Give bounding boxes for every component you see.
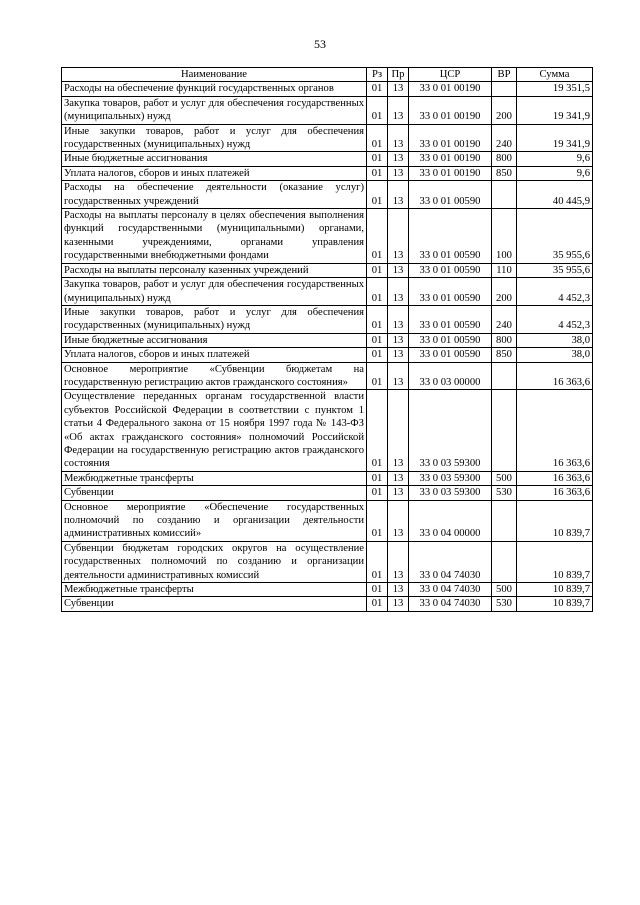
- table-row: [62, 181, 593, 209]
- cell-vr: [492, 362, 517, 390]
- cell-name: Расходы на выплаты персоналу казенных учреждений: [62, 263, 367, 277]
- cell-vr: 200: [492, 278, 517, 306]
- column-header-sum: Сумма: [517, 68, 593, 82]
- cell-sum: 10 839,7: [517, 541, 593, 582]
- cell-sum: 4 452,3: [517, 278, 593, 306]
- cell-rz: 01: [367, 263, 388, 277]
- cell-rz: 01: [367, 152, 388, 166]
- cell-name: Уплата налогов, сборов и иных платежей: [62, 348, 367, 362]
- cell-sum: 16 363,6: [517, 362, 593, 390]
- cell-csr: 33 0 01 00590: [409, 333, 492, 347]
- cell-rz: 01: [367, 583, 388, 597]
- cell-sum: 10 839,7: [517, 597, 593, 611]
- cell-sum: 38,0: [517, 348, 593, 362]
- cell-vr: [492, 390, 517, 471]
- cell-vr: 240: [492, 305, 517, 333]
- table-body: [62, 82, 593, 611]
- cell-pr: 13: [388, 597, 409, 611]
- table-row: [62, 263, 593, 277]
- cell-rz: 01: [367, 541, 388, 582]
- cell-rz: 01: [367, 471, 388, 485]
- column-header-rz: Рз: [367, 68, 388, 82]
- cell-vr: [492, 500, 517, 541]
- cell-sum: 10 839,7: [517, 500, 593, 541]
- cell-pr: 13: [388, 486, 409, 500]
- cell-csr: 33 0 01 00590: [409, 278, 492, 306]
- cell-sum: 10 839,7: [517, 583, 593, 597]
- table-header-row: [62, 68, 593, 82]
- cell-pr: 13: [388, 305, 409, 333]
- cell-rz: 01: [367, 305, 388, 333]
- table-row: [62, 333, 593, 347]
- cell-name: Иные закупки товаров, работ и услуг для обеспечения государственных (муниципальных) нужд: [62, 305, 367, 333]
- cell-rz: 01: [367, 597, 388, 611]
- cell-sum: 19 341,9: [517, 124, 593, 152]
- table-row: [62, 390, 593, 471]
- cell-vr: 850: [492, 348, 517, 362]
- table-row: [62, 541, 593, 582]
- table-row: [62, 500, 593, 541]
- cell-vr: 100: [492, 209, 517, 264]
- cell-name: Межбюджетные трансферты: [62, 583, 367, 597]
- cell-vr: 530: [492, 486, 517, 500]
- cell-pr: 13: [388, 152, 409, 166]
- cell-vr: 500: [492, 583, 517, 597]
- cell-csr: 33 0 04 74030: [409, 541, 492, 582]
- cell-csr: 33 0 01 00590: [409, 181, 492, 209]
- cell-csr: 33 0 04 74030: [409, 583, 492, 597]
- cell-rz: 01: [367, 209, 388, 264]
- table-row: [62, 583, 593, 597]
- cell-rz: 01: [367, 390, 388, 471]
- cell-rz: 01: [367, 124, 388, 152]
- cell-name: Субвенции бюджетам городских округов на осуществление государственных полномочий по созданию и организации деятельности административных комиссий: [62, 541, 367, 582]
- cell-pr: 13: [388, 181, 409, 209]
- column-header-pr: Пр: [388, 68, 409, 82]
- cell-name: Субвенции: [62, 597, 367, 611]
- cell-pr: 13: [388, 500, 409, 541]
- cell-name: Основное мероприятие «Субвенции бюджетам на государственную регистрацию актов гражданского состояния»: [62, 362, 367, 390]
- column-header-csr: ЦСР: [409, 68, 492, 82]
- cell-sum: 35 955,6: [517, 263, 593, 277]
- column-header-vr: ВР: [492, 68, 517, 82]
- page-number: 53: [314, 37, 326, 51]
- table-row: [62, 486, 593, 500]
- cell-name: Закупка товаров, работ и услуг для обеспечения государственных (муниципальных) нужд: [62, 96, 367, 124]
- table-row: [62, 166, 593, 180]
- cell-name: Расходы на обеспечение деятельности (оказание услуг) государственных учреждений: [62, 181, 367, 209]
- cell-sum: 19 351,5: [517, 82, 593, 96]
- cell-pr: 13: [388, 333, 409, 347]
- cell-pr: 13: [388, 348, 409, 362]
- cell-vr: [492, 541, 517, 582]
- cell-vr: 500: [492, 471, 517, 485]
- cell-pr: 13: [388, 124, 409, 152]
- budget-table: [61, 67, 593, 612]
- table-row: [62, 471, 593, 485]
- table-row: [62, 278, 593, 306]
- cell-sum: 19 341,9: [517, 96, 593, 124]
- cell-sum: 16 363,6: [517, 486, 593, 500]
- cell-rz: 01: [367, 362, 388, 390]
- table-row: [62, 362, 593, 390]
- cell-csr: 33 0 03 59300: [409, 486, 492, 500]
- cell-rz: 01: [367, 96, 388, 124]
- table-row: [62, 152, 593, 166]
- cell-pr: 13: [388, 471, 409, 485]
- cell-pr: 13: [388, 541, 409, 582]
- cell-csr: 33 0 03 00000: [409, 362, 492, 390]
- cell-rz: 01: [367, 348, 388, 362]
- cell-sum: 38,0: [517, 333, 593, 347]
- cell-csr: 33 0 01 00590: [409, 348, 492, 362]
- cell-rz: 01: [367, 333, 388, 347]
- table-row: [62, 124, 593, 152]
- cell-csr: 33 0 01 00190: [409, 166, 492, 180]
- cell-name: Расходы на выплаты персоналу в целях обеспечения выполнения функций государственными (муниципальными) органами, казенными учреждениями, органами управления государственными внебюджетными фондами: [62, 209, 367, 264]
- cell-csr: 33 0 01 00190: [409, 82, 492, 96]
- cell-pr: 13: [388, 82, 409, 96]
- cell-sum: 35 955,6: [517, 209, 593, 264]
- cell-name: Осуществление переданных органам государственной власти субъектов Российской Федерации в соответствии с пунктом 1 статьи 4 Федерального закона от 15 ноября 1997 года № 143-ФЗ «Об актах гражданского состояния» полномочий Российской Федерации на государственную регистрацию актов гражданского состояния: [62, 390, 367, 471]
- cell-vr: 530: [492, 597, 517, 611]
- table-row: [62, 82, 593, 96]
- table-row: [62, 305, 593, 333]
- cell-rz: 01: [367, 181, 388, 209]
- cell-pr: 13: [388, 263, 409, 277]
- cell-vr: 850: [492, 166, 517, 180]
- cell-csr: 33 0 04 00000: [409, 500, 492, 541]
- cell-vr: 800: [492, 333, 517, 347]
- cell-name: Субвенции: [62, 486, 367, 500]
- cell-vr: [492, 82, 517, 96]
- cell-name: Иные бюджетные ассигнования: [62, 152, 367, 166]
- cell-vr: 240: [492, 124, 517, 152]
- cell-csr: 33 0 03 59300: [409, 390, 492, 471]
- table-row: [62, 597, 593, 611]
- cell-csr: 33 0 01 00190: [409, 96, 492, 124]
- cell-csr: 33 0 04 74030: [409, 597, 492, 611]
- column-header-name: Наименование: [62, 68, 367, 82]
- cell-vr: [492, 181, 517, 209]
- cell-csr: 33 0 03 59300: [409, 471, 492, 485]
- cell-csr: 33 0 01 00590: [409, 263, 492, 277]
- cell-name: Иные бюджетные ассигнования: [62, 333, 367, 347]
- cell-csr: 33 0 01 00590: [409, 305, 492, 333]
- cell-pr: 13: [388, 390, 409, 471]
- cell-sum: 9,6: [517, 166, 593, 180]
- cell-pr: 13: [388, 583, 409, 597]
- cell-vr: 200: [492, 96, 517, 124]
- table-row: [62, 348, 593, 362]
- cell-pr: 13: [388, 209, 409, 264]
- cell-name: Основное мероприятие «Обеспечение государственных полномочий по созданию и организации деятельности административных комиссий»: [62, 500, 367, 541]
- table-row: [62, 209, 593, 264]
- cell-pr: 13: [388, 278, 409, 306]
- cell-name: Иные закупки товаров, работ и услуг для обеспечения государственных (муниципальных) нужд: [62, 124, 367, 152]
- cell-name: Межбюджетные трансферты: [62, 471, 367, 485]
- cell-vr: 110: [492, 263, 517, 277]
- cell-csr: 33 0 01 00190: [409, 152, 492, 166]
- cell-rz: 01: [367, 82, 388, 96]
- cell-sum: 9,6: [517, 152, 593, 166]
- cell-rz: 01: [367, 500, 388, 541]
- cell-rz: 01: [367, 278, 388, 306]
- cell-sum: 16 363,6: [517, 471, 593, 485]
- cell-pr: 13: [388, 166, 409, 180]
- cell-sum: 16 363,6: [517, 390, 593, 471]
- cell-rz: 01: [367, 486, 388, 500]
- cell-name: Расходы на обеспечение функций государственных органов: [62, 82, 367, 96]
- cell-csr: 33 0 01 00590: [409, 209, 492, 264]
- cell-csr: 33 0 01 00190: [409, 124, 492, 152]
- cell-name: Уплата налогов, сборов и иных платежей: [62, 166, 367, 180]
- cell-vr: 800: [492, 152, 517, 166]
- cell-name: Закупка товаров, работ и услуг для обеспечения государственных (муниципальных) нужд: [62, 278, 367, 306]
- table-row: [62, 96, 593, 124]
- cell-pr: 13: [388, 362, 409, 390]
- cell-rz: 01: [367, 166, 388, 180]
- cell-sum: 4 452,3: [517, 305, 593, 333]
- cell-pr: 13: [388, 96, 409, 124]
- cell-sum: 40 445,9: [517, 181, 593, 209]
